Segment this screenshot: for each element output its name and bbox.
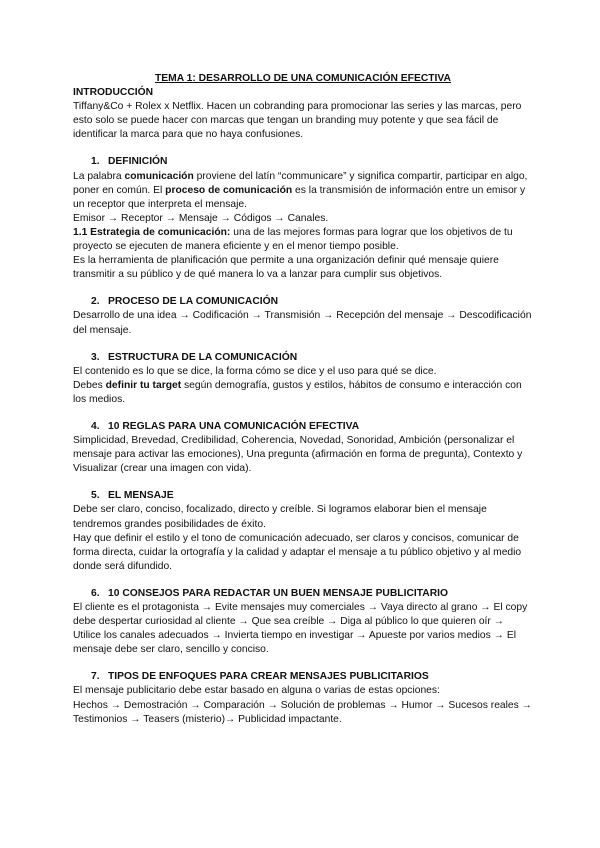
intro-heading: INTRODUCCIÓN <box>73 87 154 99</box>
section-6-heading <box>73 587 533 601</box>
bold-term: proceso de comunicación <box>165 184 293 196</box>
section-title: 10 CONSEJOS PARA REDACTAR UN BUEN MENSAJE PUBLICITARIO <box>108 587 449 599</box>
spacer <box>73 407 533 420</box>
text-run: Debes <box>73 379 106 391</box>
section-number: 3. <box>91 351 100 363</box>
spacer <box>73 657 533 670</box>
section-title: DEFINICIÓN <box>108 156 168 168</box>
spacer <box>73 338 533 351</box>
section-4-heading <box>73 420 533 434</box>
approaches-intro-paragraph: El mensaje publicitario debe estar basado en alguna o varias de estas opciones: <box>73 685 440 697</box>
spacer <box>73 142 533 155</box>
definition-paragraph <box>73 170 533 212</box>
spacer <box>73 282 533 295</box>
bold-term: definir tu target <box>105 379 182 391</box>
message-paragraph: Debe ser claro, conciso, focalizado, directo y creíble. Si logramos elaborar bien el mensaje tendremos grandes posibilidades de éxito. <box>73 504 487 530</box>
document-title: TEMA 1: DESARROLLO DE UNA COMUNICACIÓN EFECTIVA <box>155 73 451 84</box>
section-title: ESTRUCTURA DE LA COMUNICACIÓN <box>108 351 298 363</box>
bold-term: 1.1 Estrategia de comunicación: <box>73 226 231 238</box>
text-run: es la transmisión de información entre un emisor y un receptor que interpreta el mensaje. <box>73 184 526 210</box>
section-2-heading <box>73 295 533 309</box>
rules-paragraph: Simplicidad, Brevedad, Credibilidad, Coherencia, Novedad, Sonoridad, Ambición (personalizar el mensaje para activar las emociones), Una pregunta (afirmación en forma de pregunta), Contexto y Visualizar (crear una imagen con vida). <box>73 435 523 475</box>
section-number: 4. <box>91 420 100 432</box>
section-number: 1. <box>91 156 100 168</box>
section-title: TIPOS DE ENFOQUES PARA CREAR MENSAJES PUBLICITARIOS <box>108 671 429 683</box>
text-run: La palabra <box>73 170 125 182</box>
section-title: EL MENSAJE <box>108 490 174 502</box>
tips-paragraph: El cliente es el protagonista → Evite mensajes muy comerciales → Vaya directo al grano → El copy debe despertar curiosidad al cliente → Que sea creíble → Diga al público lo que quieren oír → Utilice los canales adecuados → Invierta tiempo en investigar → Apueste por varios medios → El mensaje debe ser claro, sencillo y conciso. <box>73 602 528 656</box>
section-title: PROCESO DE LA COMUNICACIÓN <box>108 296 279 308</box>
communication-elements-line: Emisor → Receptor → Mensaje → Códigos → Canales. <box>73 212 329 224</box>
section-number: 7. <box>91 671 100 683</box>
text-run: según demografía, gustos y estilos, hábitos de consumo e interacción con los medios. <box>73 379 522 405</box>
text-run: proviene del latín “communicare” y significa compartir, participar en algo, poner en común. El <box>73 170 528 196</box>
section-1-heading <box>73 155 533 169</box>
text-run: una de las mejores formas para lograr que los objetivos de tu proyecto se ejecuten de manera eficiente y en el menor tiempo posible. <box>73 226 513 253</box>
section-number: 6. <box>91 587 100 599</box>
strategy-paragraph <box>73 226 533 254</box>
spacer <box>73 574 533 587</box>
spacer <box>73 476 533 489</box>
section-7-heading <box>73 670 533 684</box>
section-5-heading <box>73 489 533 503</box>
style-paragraph: Hay que definir el estilo y el tono de comunicación adecuado, ser claros y concisos, comunicar de forma directa, cuidar la ortografía y la calidad y adaptar el mensaje a tu público objetivo y al medio donde será difundido. <box>73 532 522 572</box>
section-number: 5. <box>91 490 100 502</box>
intro-paragraph: Tiffany&Co + Rolex x Netflix. Hacen un cobranding para promocionar las series y las marcas, pero esto solo se puede hacer con marcas que tengan un branding muy potente y que sea fácil de identificar la marca para que no haya confusiones. <box>73 101 522 141</box>
planning-paragraph: Es la herramienta de planificación que permite a una organización definir qué mensaje quiere transmitir a su público y de qué manera lo va a lanzar para cumplir sus objetivos. <box>73 255 499 281</box>
document-page <box>73 72 533 727</box>
section-title: 10 REGLAS PARA UNA COMUNICACIÓN EFECTIVA <box>108 420 360 432</box>
target-paragraph <box>73 379 533 407</box>
section-3-heading <box>73 351 533 365</box>
process-paragraph: Desarrollo de una idea → Codificación → Transmisión → Recepción del mensaje → Descodificación del mensaje. <box>73 310 532 336</box>
structure-paragraph: El contenido es lo que se dice, la forma cómo se dice y el uso para qué se dice. <box>73 365 437 377</box>
bold-term: comunicación <box>124 170 194 182</box>
section-number: 2. <box>91 296 100 308</box>
approaches-list-paragraph: Hechos → Demostración → Comparación → Solución de problemas → Humor → Sucesos reales → Testimonios → Teasers (misterio)→ Publicidad impactante. <box>73 699 532 725</box>
